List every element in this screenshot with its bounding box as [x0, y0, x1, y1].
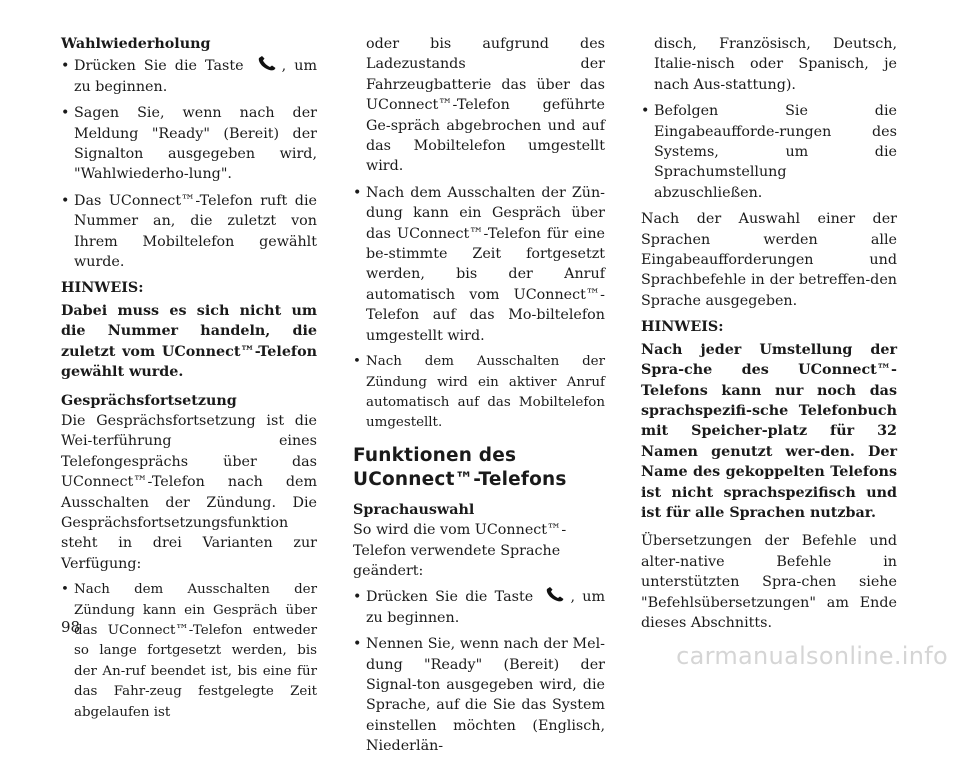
list-item [641, 34, 897, 95]
list-item [353, 34, 605, 177]
note-text: Nach jeder Umstellung der Spra-che des UConnect™-Telefons kann nur noch das sprachspezifi-sche Telefonbuch mit Speicher-platz für 32 Namen genutzt wer-den. Der Name des gekoppelten Telefons ist nicht sprachspezifisch und ist für alle Sprachen nutzbar. [641, 341, 897, 521]
bullet: • [353, 184, 362, 201]
bullet: • [353, 589, 362, 606]
translations-text: Übersetzungen der Befehle und alter-native Befehle in unterstützten Spra-chen siehe "Befehlsübersetzungen" am Ende dieses Abschnitts. [641, 533, 897, 631]
note-label: HINWEIS: [641, 319, 724, 336]
bullet: • [353, 636, 362, 653]
list-item [641, 101, 897, 203]
heading-continuation: Gesprächsfortsetzung [61, 392, 237, 409]
step-text: , um zu beginnen. [366, 589, 606, 626]
bullet: • [61, 582, 69, 598]
step-text: disch, Französisch, Deutsch, Italie-nisch oder Spanisch, je nach Aus-stattung). [654, 36, 897, 93]
section-title: Funktionen des UConnect™-Telefons [353, 444, 567, 490]
bullet: • [353, 354, 361, 370]
note-text: Dabei muss es sich nicht um die Nummer handeln, die zuletzt vom UConnect™-Telefon gewählt wurde. [61, 302, 317, 381]
step-text: Befolgen Sie die Eingabeaufforde-rungen des Systems, um die Sprachumstellung abzuschließen. [654, 103, 897, 201]
after-change-text: Nach der Auswahl einer der Sprachen werden alle Eingabeaufforderungen und Sprachbefehle in der betreffen-den Sprache ausgegeben. [641, 211, 897, 309]
item-text: Nach dem Ausschalten der Zündung wird ein aktiver Anruf automatisch auf das Mobiltelefon umgestellt. [366, 354, 605, 431]
column-left [61, 34, 317, 729]
list-item [61, 191, 317, 273]
column-middle [353, 34, 605, 763]
page-number: 98 [61, 618, 81, 636]
watermark: carmanualsonline.info [676, 642, 948, 670]
heading-language: Sprachauswahl [353, 501, 475, 518]
step-text: Sagen Sie, wenn nach der Meldung "Ready" (Bereit) der Signalton ausgegeben wird, "Wahlwiederho-lung". [74, 105, 317, 183]
bullet: • [61, 192, 70, 209]
list-item [353, 587, 605, 628]
item-text: oder bis aufgrund des Ladezustands der Fahrzeugbatterie das über das UConnect™-Telefon geführte Ge-spräch abgebrochen und auf das Mobiltelefon umgestellt wird. [366, 36, 605, 175]
list-item [61, 103, 317, 185]
item-text: Nach dem Ausschalten der Zün-dung kann ein Gespräch über das UConnect™-Telefon für eine be-stimmte Zeit fortgesetzt werden, bis der Anruf automatisch vom UConnect™-Telefon auf das Mo-biltelefon umgestellt wird. [366, 184, 605, 344]
list-item [61, 580, 317, 723]
language-steps-cont [641, 34, 897, 203]
step-text: Nennen Sie, wenn nach der Mel-dung "Ready" (Bereit) der Signal-ton ausgegeben wird, die Sprache, auf die Sie das System einstellen möchten (Englisch, Niederlän- [366, 636, 605, 755]
language-intro: So wird die vom UConnect™-Telefon verwendete Sprache geändert: [353, 522, 567, 579]
list-item [353, 634, 605, 756]
bullet: • [641, 103, 650, 120]
column-right [641, 34, 897, 633]
continuation-intro: Die Gesprächsfortsetzung ist die Wei-terführung eines Telefongesprächs über das UConnect™-Telefon nach dem Ausschalten der Zündung. Die Gesprächsfortsetzungsfunktion steht in drei Varianten zur Verfügung: [61, 412, 317, 572]
continuation-list-cont [353, 34, 605, 434]
item-text: Nach dem Ausschalten der Zündung kann ein Gespräch über das UConnect™-Telefon entweder so lange fortgesetzt werden, bis der An-ruf beendet ist, bis eine für das Fahr-zeug festgelegte Zeit abgelaufen ist [74, 582, 317, 720]
continuation-list [61, 580, 317, 723]
phone-icon [256, 56, 278, 72]
list-item [61, 56, 317, 97]
heading-redial: Wahlwiederholung [61, 36, 211, 52]
bullet: • [61, 105, 70, 122]
step-text: , um zu beginnen. [74, 58, 318, 95]
step-text: Drücken Sie die Taste [366, 589, 534, 606]
redial-steps [61, 56, 317, 272]
step-text: Das UConnect™-Telefon ruft die Nummer an, die zuletzt von Ihrem Mobiltelefon gewählt wurde. [74, 192, 317, 271]
list-item [353, 352, 605, 434]
bullet: • [61, 58, 70, 75]
step-text: Drücken Sie die Taste [74, 58, 244, 75]
language-steps [353, 587, 605, 756]
list-item [353, 183, 605, 346]
note-label: HINWEIS: [61, 280, 144, 297]
phone-icon [544, 587, 566, 603]
